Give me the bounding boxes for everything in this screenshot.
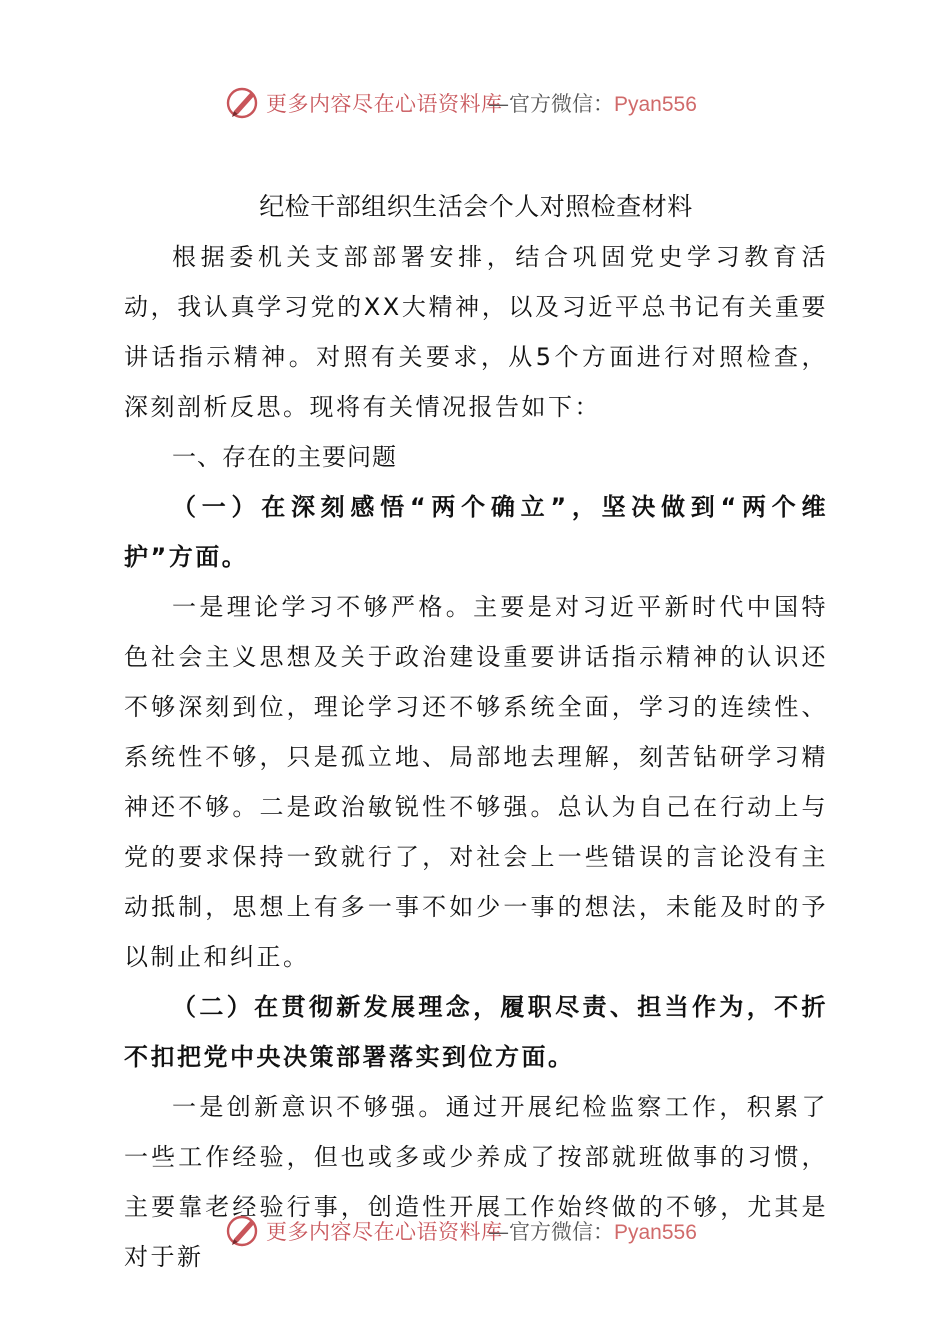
subsection-1-paragraph: 一是理论学习不够严格。主要是对习近平新时代中国特色社会主义思想及关于政治建设重要讲话指示精神的认识还不够深刻到位，理论学习还不够系统全面，学习的连续性、系统性不够，只是孤立地、局部地去理解，刻苦钻研学习精神还不够。二是政治敏锐性不够强。总认为自己在行动上与党的要求保持一致就行了，对社会上一些错误的言论没有主动抵制，思想上有多一事不如少一事的想法，未能及时的予以制止和纠正。 — [124, 593, 828, 971]
section-heading-1: 一、存在的主要问题 — [172, 443, 397, 471]
subsection-heading-2: （二）在贯彻新发展理念，履职尽责、担当作为，不折不扣把党中央决策部署落实到位方面。 — [124, 993, 828, 1071]
watermark-brand: 更多内容尽在心语资料库 — [266, 92, 503, 116]
watermark-contact-id: Pyan556 — [614, 93, 697, 116]
subsection-2-paragraph: 一是创新意识不够强。通过开展纪检监察工作，积累了一些工作经验，但也或多或少养成了按部就班做事的习惯，主要靠老经验行事，创造性开展工作始终做的不够，尤其是对于新 — [124, 1093, 828, 1271]
intro-paragraph: 根据委机关支部部署安排，结合巩固党史学习教育活动，我认真学习党的XX大精神，以及习近平总书记有关重要讲话指示精神。对照有关要求，从5个方面进行对照检查，深刻剖析反思。现将有关情况报告如下： — [124, 243, 828, 421]
header-watermark — [0, 82, 950, 122]
pen-circle-logo-icon — [225, 84, 261, 120]
watermark-contact — [488, 1216, 697, 1246]
document-body — [124, 186, 828, 1282]
subsection-heading-1: （一）在深刻感悟“两个确立”，坚决做到“两个维护”方面。 — [124, 493, 828, 571]
watermark-contact-prefix: —官方微信： — [488, 92, 614, 116]
pen-circle-logo-icon — [225, 1212, 261, 1248]
watermark-contact — [488, 88, 697, 118]
footer-watermark — [0, 1210, 950, 1250]
document-title: 纪检干部组织生活会个人对照检查材料 — [259, 192, 693, 221]
watermark-brand: 更多内容尽在心语资料库 — [266, 1220, 503, 1244]
watermark-contact-prefix: —官方微信： — [488, 1220, 614, 1244]
watermark-contact-id: Pyan556 — [614, 1221, 697, 1244]
